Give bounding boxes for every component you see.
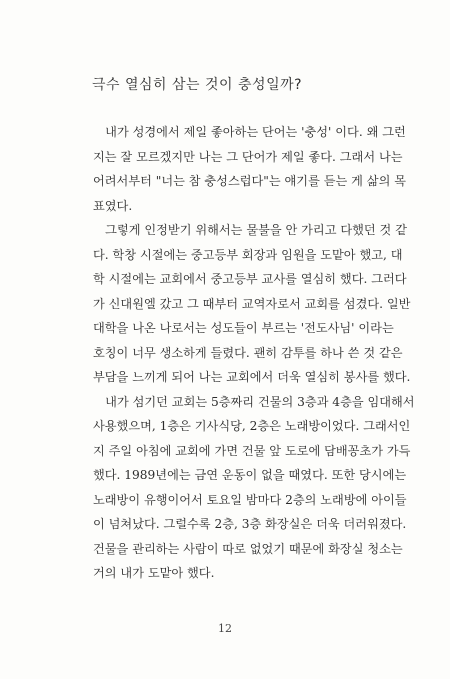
text-line: 학 시절에는 교회에서 중고등부 교사를 열심히 했다. 그러다 xyxy=(93,272,407,286)
text-line: 어려서부터 "너는 참 충성스럽다"는 얘기를 듣는 게 삶의 목 xyxy=(93,174,406,188)
text-line: 이 넘쳐났다. 그럴수록 2층, 3층 화장실은 더욱 더러워졌다. xyxy=(93,517,407,531)
section-title: 극수 열심히 삼는 것이 충성일까? xyxy=(92,77,303,93)
body-text xyxy=(93,120,415,586)
text-line: 호칭이 너무 생소하게 들렸다. 괜히 감투를 하나 쓴 것 같은 xyxy=(93,345,403,360)
text-line: 노래방이 유행이어서 토요일 밤마다 2층의 노래방에 아이들 xyxy=(93,492,407,507)
text-line: 지 주일 아침에 교회에 가면 건물 앞 도로에 담배꽁초가 가득 xyxy=(93,443,411,458)
text-line: 했다. 1989년에는 금연 운동이 없을 때였다. 또한 당시에는 xyxy=(93,468,407,482)
text-line: 가 신대원엘 갔고 그 때부터 교역자로서 교회를 섬겼다. 일반 xyxy=(93,296,411,311)
text-line: 다. 학창 시절에는 중고등부 회장과 임원을 도맡아 했고, 대 xyxy=(93,247,403,262)
text-line: 지는 잘 모르겠지만 나는 그 단어가 제일 좋다. 그래서 나는 xyxy=(93,149,403,164)
text-line: 내가 성경에서 제일 좋아하는 단어는 '충성' 이다. 왜 그런 xyxy=(93,125,406,139)
text-line: 거의 내가 도맡아 했다. xyxy=(93,566,215,580)
text-line: 건물을 관리하는 사람이 따로 없었기 때문에 화장실 청소는 xyxy=(93,541,403,556)
text-line: 사용했으며, 1층은 기사식당, 2층은 노래방이었다. 그래서인 xyxy=(93,419,411,433)
text-line: 표였다. xyxy=(93,198,133,213)
text-line: 대학을 나온 나로서는 성도들이 부르는 '전도사님' 이라는 xyxy=(93,321,394,335)
page-number: 12 xyxy=(218,622,232,635)
text-line: 내가 섬기던 교회는 5층짜리 건물의 3층과 4층을 임대해서 xyxy=(93,394,415,409)
text-line: 그렇게 인정받기 위해서는 물불을 안 가리고 다했던 것 같 xyxy=(93,223,407,237)
text-line: 부담을 느끼게 되어 나는 교회에서 더욱 열심히 봉사를 했다. xyxy=(93,370,411,384)
